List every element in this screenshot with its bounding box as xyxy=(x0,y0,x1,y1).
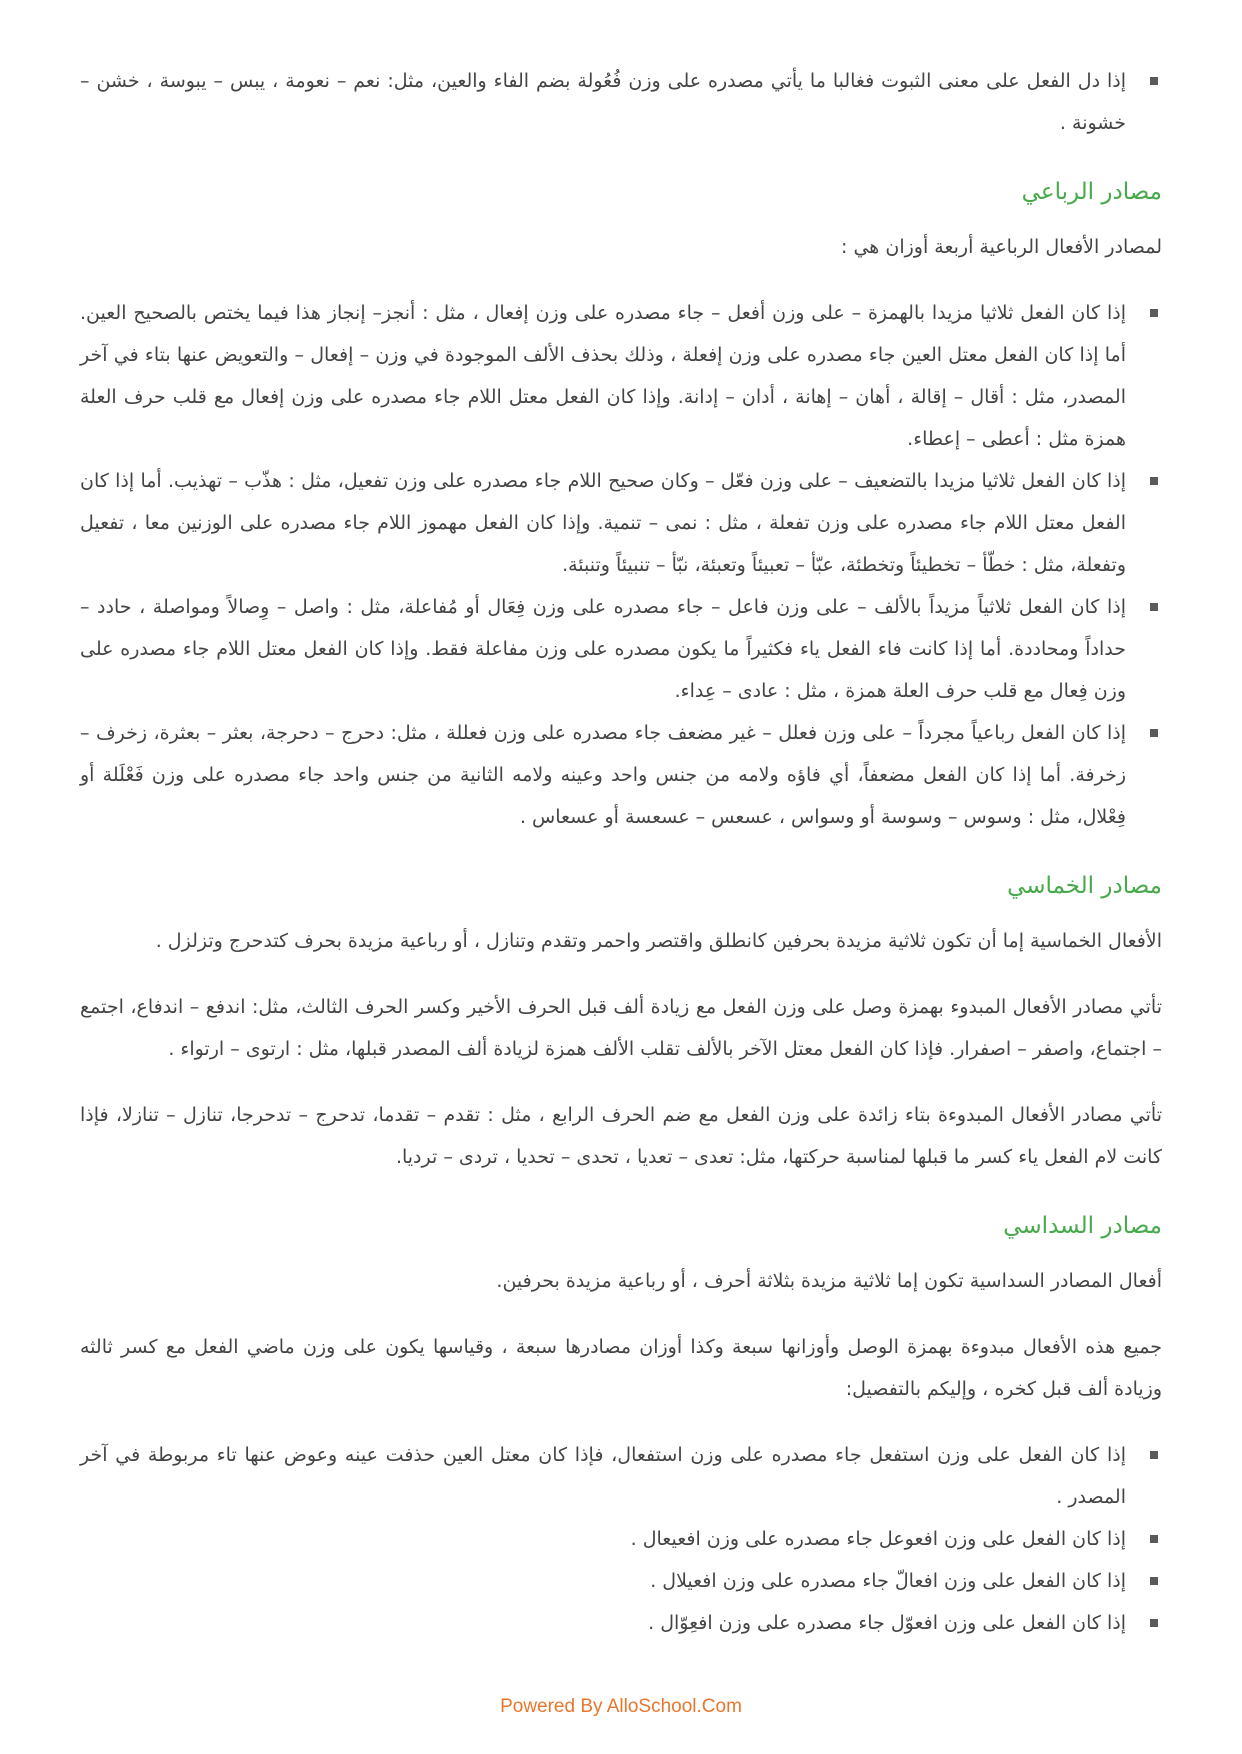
square-bullet-icon xyxy=(1150,1451,1158,1459)
list-item xyxy=(80,712,1162,838)
square-bullet-icon xyxy=(1150,1619,1158,1627)
list-item-text: إذا كان الفعل ثلاثيا مزيدا بالهمزة – على وزن أفعل – جاء مصدره على وزن إفعال ، مثل : أنجز– إنجاز هذا فيما يختص بالصحيح العين. أما إذا كان الفعل معتل العين جاء مصدره على وزن إفعلة ، وذلك بحذف الألف الموجودة في وزن – إفعال – والتعويض عنها بتاء في آخر المصدر، مثل : أقال – إقالة ، أهان – إهانة ، أدان – إدانة. وإذا كان الفعل معتل اللام جاء مصدره على وزن إفعال مع قلب حرف العلة همزة مثل : أعطى – إعطاء. xyxy=(80,302,1126,450)
sextiliteral-bullet-list xyxy=(80,1434,1162,1644)
paragraph: تأتي مصادر الأفعال المبدوءة بتاء زائدة على وزن الفعل مع ضم الحرف الرابع ، مثل : تقدم – تقدما، تدحرج – تدحرجا، تنازل – تنازلا، فإذا كانت لام الفعل ياء كسر ما قبلها لمناسبة حركتها، مثل: تعدى – تعديا ، تحدى – تحديا ، تردى – ترديا. xyxy=(80,1104,1162,1168)
list-item-text: إذا دل الفعل على معنى الثبوت فغالبا ما يأتي مصدره على وزن فُعُولة بضم الفاء والعين، مثل: نعم – نعومة ، يبس – يبوسة ، خشن – خشونة . xyxy=(80,70,1126,134)
paragraph: أفعال المصادر السداسية تكون إما ثلاثية مزيدة بثلاثة أحرف ، أو رباعية مزيدة بحرفين. xyxy=(496,1270,1162,1292)
square-bullet-icon xyxy=(1150,603,1158,611)
list-item xyxy=(80,1602,1162,1644)
square-bullet-icon xyxy=(1150,477,1158,485)
list-item-text: إذا كان الفعل رباعياً مجرداً – على وزن فعلل – غير مضعف جاء مصدره على وزن فعللة ، مثل: دحرج – دحرجة، بعثر – بعثرة، زخرف – زخرفة. أما إذا كان الفعل مضعفاً، أي فاؤه ولامه من جنس واحد وعينه ولامه الثانية من جنس واحد جاء مصدره على وزن فَعْلَلة أو فِعْلال، مثل : وسوس – وسوسة أو وسواس ، عسعس – عسعسة أو عسعاس . xyxy=(80,722,1126,828)
list-item-text: إذا كان الفعل على وزن استفعل جاء مصدره على وزن استفعال، فإذا كان معتل العين حذفت عينه وعوض عنها تاء مربوطة في آخر المصدر . xyxy=(80,1444,1126,1508)
quadrilateral-bullet-list xyxy=(80,292,1162,838)
square-bullet-icon xyxy=(1150,729,1158,737)
paragraph: تأتي مصادر الأفعال المبدوء بهمزة وصل على وزن الفعل مع زيادة ألف قبل الحرف الأخير وكسر الحرف الثالث، مثل: اندفع – اندفاع، اجتمع – اجتماع، واصفر – اصفرار. فإذا كان الفعل معتل الآخر بالألف تقلب الألف همزة لزيادة ألف المصدر قبلها، مثل : ارتوى – ارتواء . xyxy=(80,996,1162,1060)
square-bullet-icon xyxy=(1150,1577,1158,1585)
paragraph: جميع هذه الأفعال مبدوءة بهمزة الوصل وأوزانها سبعة وكذا أوزان مصادرها سبعة ، وقياسها يكون على وزن ماضي الفعل مع كسر ثالثه وزيادة ألف قبل كخره ، وإليكم بالتفصيل: xyxy=(80,1336,1162,1400)
square-bullet-icon xyxy=(1150,77,1158,85)
list-item xyxy=(80,60,1162,144)
list-item-text: إذا كان الفعل على وزن افعوّل جاء مصدره على وزن افعِوّال . xyxy=(648,1612,1126,1634)
intro-bullet-list xyxy=(80,60,1162,144)
paragraph: الأفعال الخماسية إما أن تكون ثلاثية مزيدة بحرفين كانطلق واقتصر واحمر وتقدم وتنازل ، أو رباعية مزيدة بحرف كتدحرج وتزلزل . xyxy=(155,930,1162,952)
list-item-text: إذا كان الفعل على وزن افعالّ جاء مصدره على وزن افعيلال . xyxy=(650,1570,1126,1592)
list-item-text: إذا كان الفعل على وزن افعوعل جاء مصدره على وزن افعيعال . xyxy=(630,1528,1126,1550)
document-page xyxy=(80,60,1162,1644)
list-item xyxy=(80,460,1162,586)
square-bullet-icon xyxy=(1150,309,1158,317)
list-item xyxy=(80,1434,1162,1518)
list-item xyxy=(80,586,1162,712)
list-item-text: إذا كان الفعل ثلاثيا مزيدا بالتضعيف – على وزن فعّل – وكان صحيح اللام جاء مصدره على وزن تفعيل، مثل : هذّب – تهذيب. أما إذا كان الفعل معتل اللام جاء مصدره على وزن تفعلة ، مثل : نمى – تنمية. وإذا كان الفعل مهموز اللام جاء مصدره على الوزنين معا ، تفعيل وتفعلة، مثل : خطّأ – تخطيئاً وتخطئة، عبّأ – تعبيئاً وتعبئة، نبّأ – تنبيئاً وتنبئة. xyxy=(80,470,1126,576)
list-item xyxy=(80,1518,1162,1560)
list-item xyxy=(80,1560,1162,1602)
list-item-text: إذا كان الفعل ثلاثياً مزيداً بالألف – على وزن فاعل – جاء مصدره على وزن فِعَال أو مُفاعلة، مثل : واصل – وِصالاً ومواصلة ، حادد – حداداً ومحاددة. أما إذا كانت فاء الفعل ياء فكثيراً ما يكون مصدره على وزن مفاعلة فقط. وإذا كان الفعل معتل اللام جاء مصدره على وزن فِعال مع قلب حرف العلة همزة ، مثل : عادى – عِداء. xyxy=(80,596,1126,702)
square-bullet-icon xyxy=(1150,1535,1158,1543)
section-title-quadrilateral: مصادر الرباعي xyxy=(1021,179,1162,205)
footer-powered-by-link[interactable]: Powered By AlloSchool.Com xyxy=(500,1696,742,1717)
section-title-quinquiliteral: مصادر الخماسي xyxy=(1007,873,1162,899)
section-intro: لمصادر الأفعال الرباعية أربعة أوزان هي : xyxy=(841,236,1162,258)
section-title-sextiliteral: مصادر السداسي xyxy=(1003,1213,1162,1239)
list-item xyxy=(80,292,1162,460)
